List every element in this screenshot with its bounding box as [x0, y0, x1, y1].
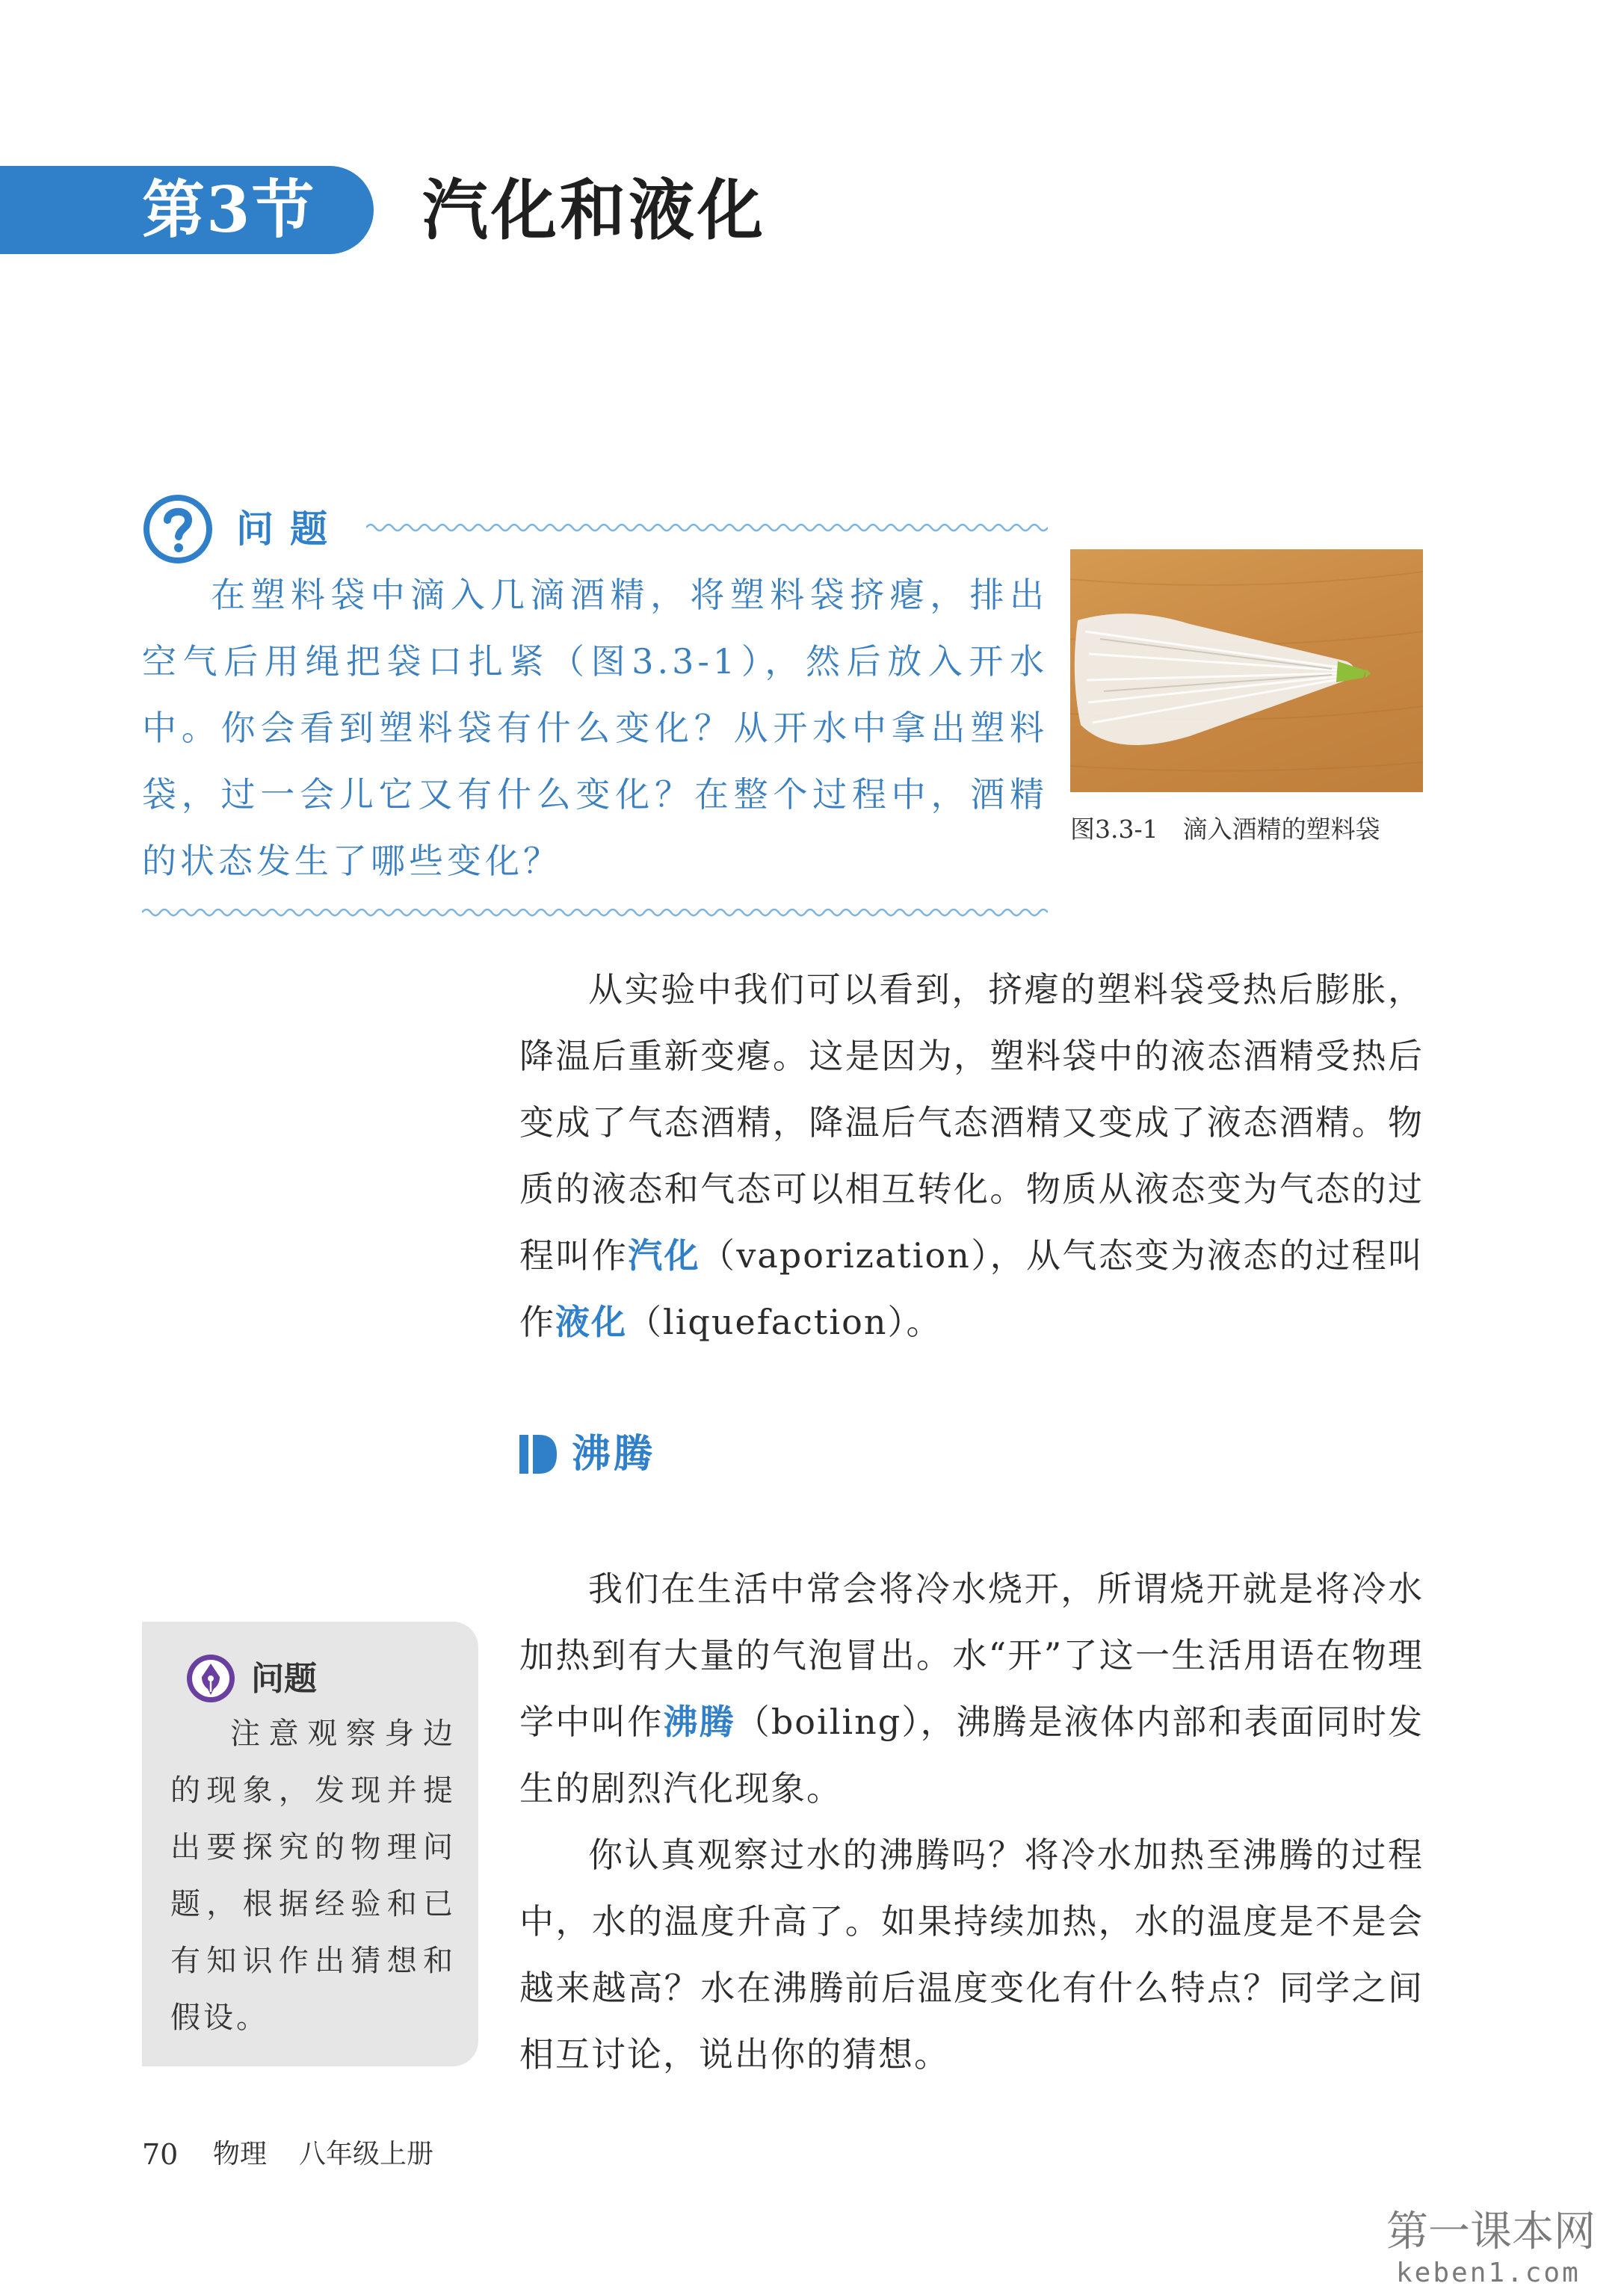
term-liquefaction: 液化 — [555, 1302, 627, 1342]
question-body: 在塑料袋中滴入几滴酒精，将塑料袋挤瘪，排出空气后用绳把袋口扎紧（图3.3-1），然后放入开水中。你会看到塑料袋有什么变化？从开水中拿出塑料袋，过一会儿它又有什么变化？在整个过程中，酒精的状态发生了哪些变化？ — [142, 575, 1048, 881]
term-vaporization: 汽化 — [628, 1235, 700, 1276]
question-mark-icon — [142, 493, 214, 565]
side-note-body: 注意观察身边的现象，发现并提出要探究的物理问题，根据经验和已有知识作出猜想和假设。 — [170, 1717, 456, 2035]
footer-grade: 八年级上册 — [299, 2139, 434, 2169]
paragraph-text: （liquefaction）。 — [627, 1302, 942, 1342]
paragraph-text: 我们在生活中常会将冷水烧开，所谓烧开就是将冷水加热到有大量的气泡冒出。水“开”了这一生活用语在物理学中叫作 — [519, 1569, 1424, 1742]
paragraph-text: （vaporization），从气态变为液态的过程叫作 — [519, 1235, 1424, 1342]
paragraph-boiling — [519, 1556, 1424, 1822]
question-heading: 问题 — [236, 507, 344, 551]
section-title: 汽化和液化 — [422, 171, 767, 249]
watermark-site-url: keben1.com — [1396, 2258, 1581, 2288]
page-number: 70 — [142, 2138, 179, 2171]
section-number: 第3节 — [142, 173, 316, 247]
watermark-site-name: 第一课本网 — [1386, 2208, 1596, 2256]
section-marker-icon — [519, 1435, 557, 1474]
pen-nib-icon — [184, 1652, 238, 1705]
paragraph-text: （boiling），沸腾是液体内部和表面同时发生的剧烈汽化现象。 — [519, 1702, 1424, 1808]
subsection-title: 沸腾 — [572, 1432, 656, 1477]
wavy-divider-top — [366, 519, 1048, 536]
footer-subject: 物理 — [213, 2139, 268, 2169]
plastic-bag-photo — [1070, 549, 1423, 792]
paragraph-text: 从实验中我们可以看到，挤瘪的塑料袋受热后膨胀，降温后重新变瘪。这是因为，塑料袋中的液态酒精受热后变成了气态酒精，降温后气态酒精又变成了液态酒精。物质的液态和气态可以相互转化。物质从液态变为气态的过程叫作 — [519, 969, 1424, 1276]
paragraph-vaporization — [519, 957, 1424, 1356]
side-note-heading: 问题 — [251, 1660, 317, 1698]
term-boiling: 沸腾 — [663, 1702, 735, 1742]
wavy-divider-bottom — [142, 904, 1048, 921]
figure-caption: 图3.3-1 滴入酒精的塑料袋 — [1070, 815, 1380, 844]
paragraph-observation: 你认真观察过水的沸腾吗？将冷水加热至沸腾的过程中，水的温度升高了。如果持续加热，水的温度是不是会越来越高？水在沸腾前后温度变化有什么特点？同学之间相互讨论，说出你的猜想。 — [519, 1835, 1424, 2075]
